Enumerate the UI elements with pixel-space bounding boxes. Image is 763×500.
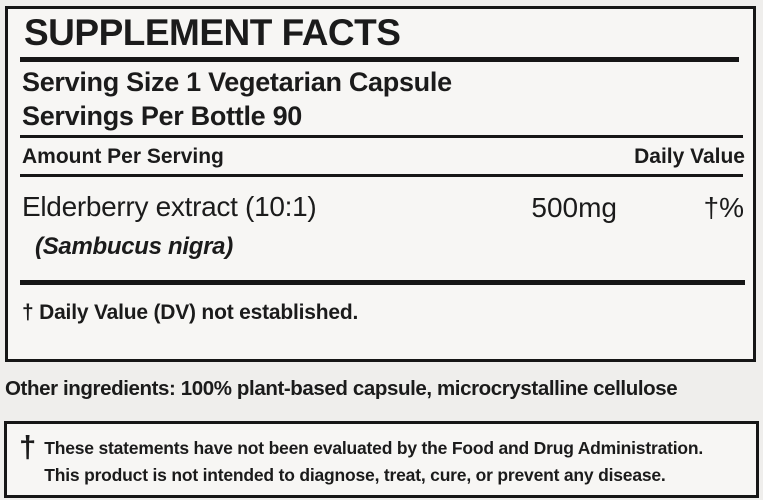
servings-per-bottle-text: Servings Per Bottle 90	[22, 101, 303, 131]
supplement-facts-panel	[5, 6, 756, 362]
fda-disclaimer-line2: This product is not intended to diagnose, treat, cure, or prevent any disease.	[44, 465, 666, 485]
other-ingredients-label: Other ingredients:	[5, 377, 176, 400]
daily-value-footnote: † Daily Value (DV) not established.	[22, 301, 359, 324]
ingredient-name: Elderberry extract (10:1)	[22, 191, 317, 222]
header-divider	[20, 174, 743, 177]
other-ingredients-text: 100% plant-based capsule, microcrystalline cellulose	[175, 377, 678, 400]
serving-divider	[20, 135, 743, 138]
amount-per-serving-header: Amount Per Serving	[22, 145, 224, 168]
daily-value-header: Daily Value	[634, 145, 745, 168]
ingredient-amount: 500mg	[531, 192, 617, 223]
fda-disclaimer-text	[44, 432, 703, 489]
ingredient-latin-name: (Sambucus nigra)	[35, 233, 233, 260]
fda-disclaimer-line1: These statements have not been evaluated by the Food and Drug Administration.	[44, 438, 704, 458]
ingredient-daily-value: †%	[703, 192, 744, 223]
title-divider	[20, 57, 739, 62]
serving-size-text: Serving Size 1 Vegetarian Capsule	[22, 67, 452, 97]
other-ingredients-line	[5, 377, 761, 401]
footnote-divider	[20, 280, 745, 285]
dagger-symbol: †	[19, 429, 37, 464]
fda-disclaimer-box	[4, 421, 759, 498]
panel-title: SUPPLEMENT FACTS	[24, 12, 401, 53]
